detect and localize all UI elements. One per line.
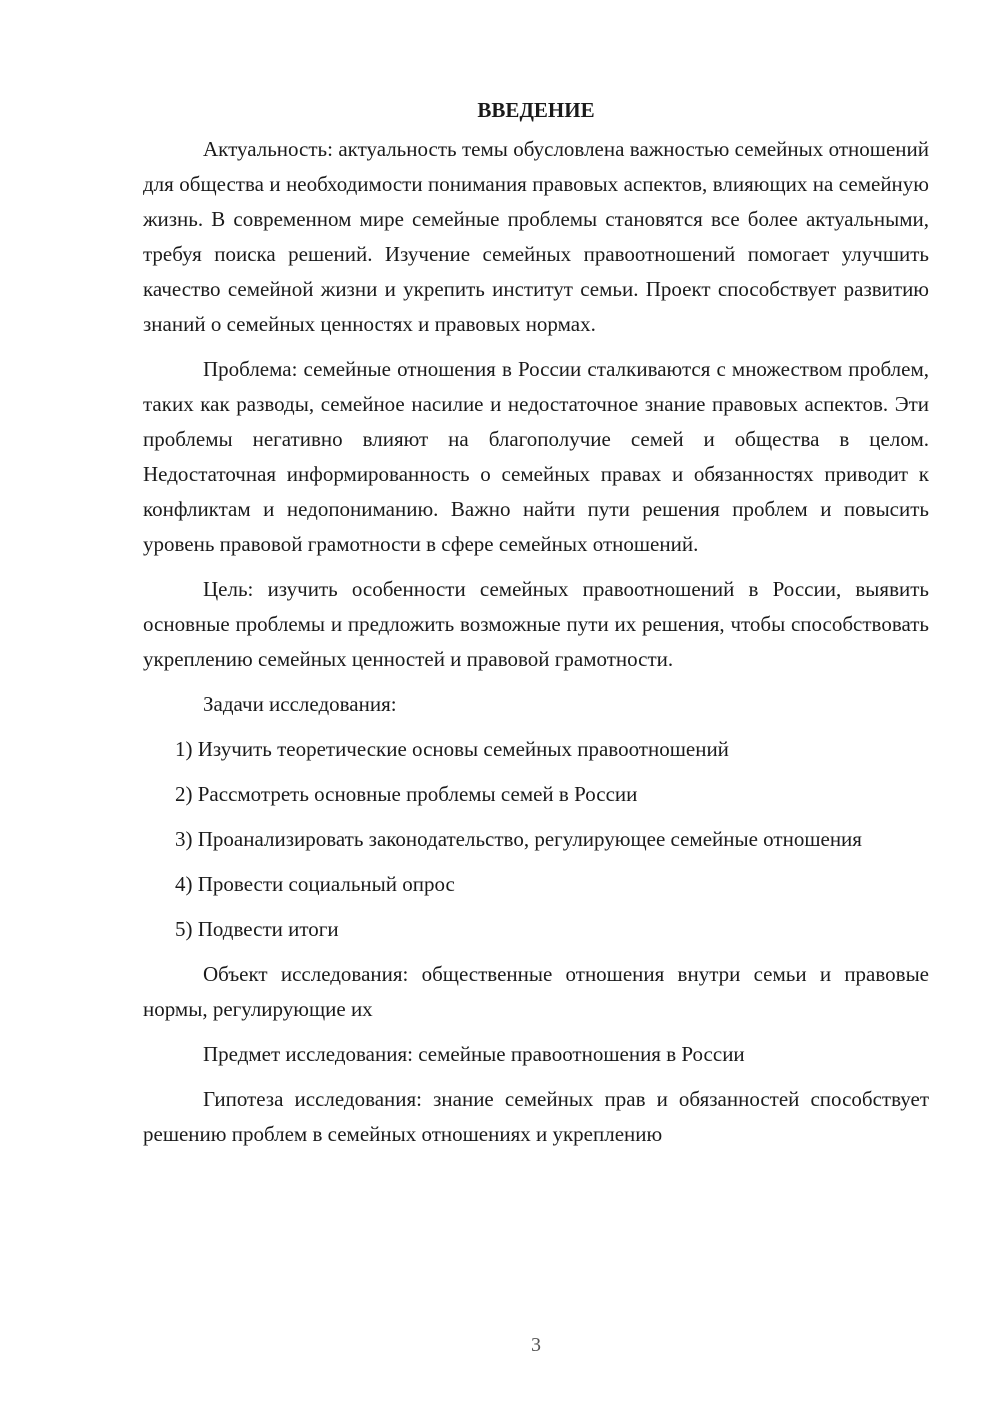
- relevance-paragraph: Актуальность: актуальность темы обусловлена важностью семейных отношений для общества и необходимости понимания правовых аспектов, влияющих на семейную жизнь. В современном мире семейные проблемы становятся все более актуальными, требуя поиска решений. Изучение семейных правоотношений помогает улучшить качество семейной жизни и укрепить институт семьи. Проект способствует развитию знаний о семейных ценностях и правовых нормах.: [143, 137, 929, 336]
- object-paragraph: Объект исследования: общественные отношения внутри семьи и правовые нормы, регулирующие их: [143, 962, 929, 1021]
- task-item-3: 3) Проанализировать законодательство, регулирующее семейные отношения: [175, 827, 862, 851]
- page-number: 3: [531, 1334, 541, 1356]
- task-item-4: 4) Провести социальный опрос: [175, 872, 455, 896]
- problem-paragraph: Проблема: семейные отношения в России сталкиваются с множеством проблем, таких как разводы, семейное насилие и недостаточное знание правовых аспектов. Эти проблемы негативно влияют на благополучие семей и общества в целом. Недостаточная информированность о семейных правах и обязанностях приводит к конфликтам и недопониманию. Важно найти пути решения проблем и повысить уровень правовой грамотности в сфере семейных отношений.: [143, 357, 929, 556]
- task-item-1: 1) Изучить теоретические основы семейных правоотношений: [175, 737, 729, 761]
- document-page: [143, 92, 929, 1162]
- tasks-heading: Задачи исследования:: [203, 692, 397, 716]
- task-item-2: 2) Рассмотреть основные проблемы семей в России: [175, 782, 638, 806]
- subject-paragraph: Предмет исследования: семейные правоотношения в России: [203, 1042, 745, 1066]
- goal-paragraph: Цель: изучить особенности семейных правоотношений в России, выявить основные проблемы и предложить возможные пути их решения, чтобы способствовать укреплению семейных ценностей и правовой грамотности.: [143, 577, 929, 671]
- task-item-5: 5) Подвести итоги: [175, 917, 339, 941]
- hypothesis-paragraph: Гипотеза исследования: знание семейных прав и обязанностей способствует решению проблем в семейных отношениях и укреплению: [143, 1087, 929, 1146]
- document-title: ВВЕДЕНИЕ: [477, 98, 595, 122]
